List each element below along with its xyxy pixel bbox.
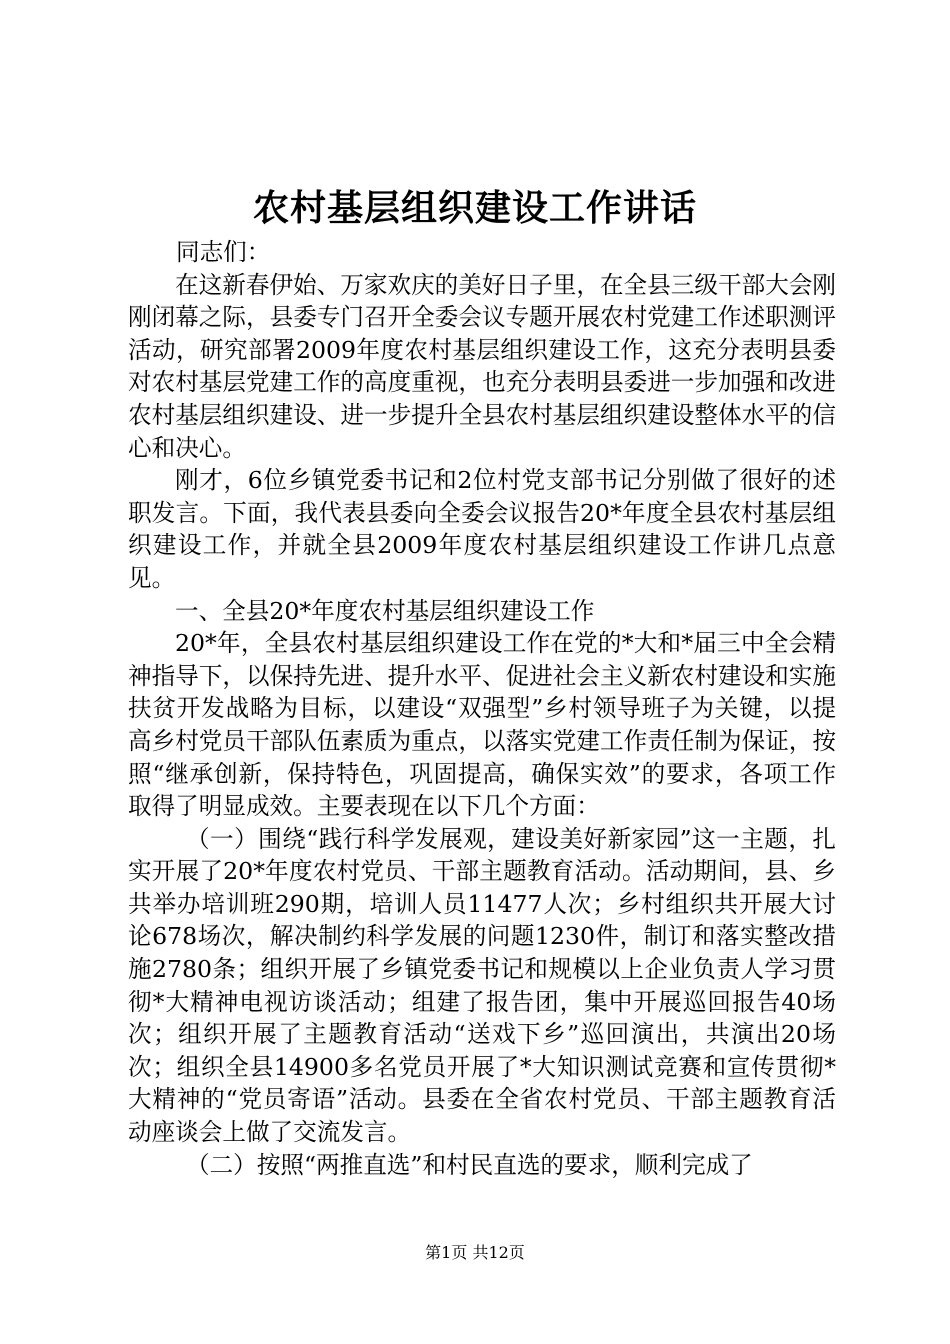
- document-body: [128, 236, 836, 1181]
- paragraph-item-1: （一）围绕“践行科学发展观，建设美好新家园”这一主题，扎实开展了20*年度农村党员、干部主题教育活动。活动期间，县、乡共举办培训班290期，培训人员11477人次；乡村组织共开展大讨论678场次，解决制约科学发展的问题1230件，制订和落实整改措施2780条；组织开展了乡镇党委书记和规模以上企业负责人学习贯彻*大精神电视访谈活动；组建了报告团，集中开展巡回报告40场次；组织开展了主题教育活动“送戏下乡”巡回演出，共演出20场次；组织全县14900多名党员开展了*大知识测试竞赛和宣传贯彻*大精神的“党员寄语”活动。县委在全省农村党员、干部主题教育活动座谈会上做了交流发言。: [128, 824, 836, 1147]
- paragraph-intro: 在这新春伊始、万家欢庆的美好日子里，在全县三级干部大会刚刚闭幕之际，县委专门召开全委会议专题开展农村党建工作述职测评活动，研究部署2009年度农村基层组织建设工作，这充分表明县委对农村基层党建工作的高度重视，也充分表明县委进一步加强和改进农村基层组织建设、进一步提升全县农村基层组织建设整体水平的信心和决心。: [128, 270, 836, 462]
- document-title: 农村基层组织建设工作讲话: [252, 188, 697, 229]
- page-footer: 第1页 共12页: [425, 1243, 525, 1262]
- section-heading-1: 一、全县20*年度农村基层组织建设工作: [175, 596, 595, 625]
- paragraph-summary: 20*年，全县农村基层组织建设工作在党的*大和*届三中全会精神指导下，以保持先进、提升水平、促进社会主义新农村建设和实施扶贫开发战略为目标，以建设“双强型”乡村领导班子为关键，以提高乡村党员干部队伍素质为重点，以落实党建工作责任制为保证，按照“继承创新，保持特色，巩固提高，确保实效”的要求，各项工作取得了明显成效。主要表现在以下几个方面：: [128, 629, 836, 821]
- paragraph-report: 刚才，6位乡镇党委书记和2位村党支部书记分别做了很好的述职发言。下面，我代表县委向全委会议报告20*年度全县农村基层组织建设工作，并就全县2009年度农村基层组织建设工作讲几点意见。: [128, 466, 836, 592]
- salutation: 同志们：: [176, 238, 271, 266]
- paragraph-item-2: （二）按照“两推直选”和村民直选的要求，顺利完成了: [186, 1150, 753, 1179]
